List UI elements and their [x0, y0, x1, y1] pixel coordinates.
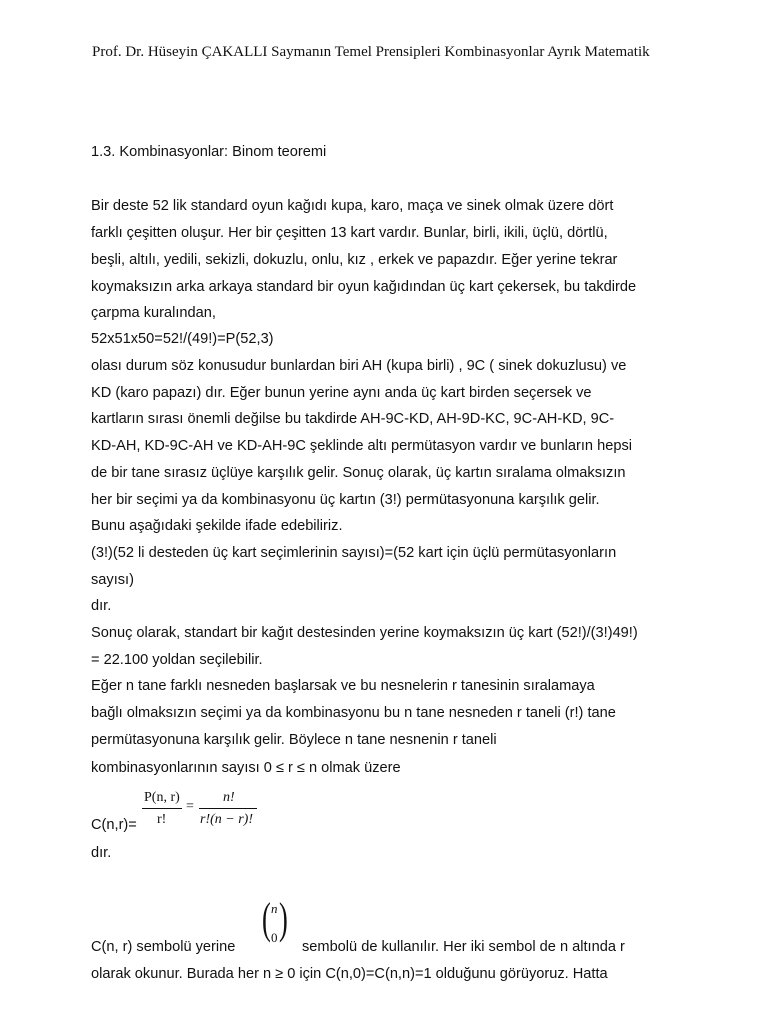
body-line: olası durum söz konusudur bunlardan biri AH (kupa birli) , 9C ( sinek dokuzlusu) ve	[91, 358, 627, 374]
body-line: olarak okunur. Burada her n ≥ 0 için C(n,0)=C(n,n)=1 olduğunu görüyoruz. Hatta	[91, 966, 608, 982]
fraction-bar-2	[199, 808, 257, 809]
fraction-bar-1	[142, 808, 182, 809]
body-line: Eğer n tane farklı nesneden başlarsak ve bu nesnelerin r tanesinin sıralamaya	[91, 678, 595, 694]
body-line: 52x51x50=52!/(49!)=P(52,3)	[91, 331, 274, 347]
body-line: Bunu aşağıdaki şekilde ifade edebiliriz.	[91, 518, 343, 534]
body-line: koymaksızın arka arkaya standard bir oyun kağıdından üç kart çekersek, bu takdirde	[91, 279, 637, 295]
body-line: permütasyonuna karşılık gelir. Böylece n tane nesnenin r taneli	[91, 732, 497, 748]
formula-denominator-2: r!(n − r)!	[200, 812, 253, 827]
formula-denominator-1: r!	[157, 812, 167, 827]
formula-numerator-1: P(n, r)	[144, 790, 180, 805]
body-line: KD-AH, KD-9C-AH ve KD-AH-9C şeklinde altı permütasyon vardır ve bunların hepsi	[91, 438, 632, 454]
binom-top: n	[271, 901, 278, 916]
formula-equals: =	[186, 799, 194, 814]
formula-lhs: C(n,r)=	[91, 817, 137, 833]
symbol-line-right: sembolü de kullanılır. Her iki sembol de n altında r	[302, 939, 625, 955]
symbol-line-left: C(n, r) sembolü yerine	[91, 939, 236, 955]
body-line: dır.	[91, 598, 112, 614]
body-line: bağlı olmaksızın seçimi ya da kombinasyonu bu n tane nesneden r taneli (r!) tane	[91, 705, 616, 721]
body-line: her bir seçimi ya da kombinasyonu üç kartın (3!) permütasyonuna karşılık gelir.	[91, 492, 600, 508]
body-line: de bir tane sırasız üçlüye karşılık gelir. Sonuç olarak, üç kartın sıralama olmaksızın	[91, 465, 626, 481]
body-line: sayısı)	[91, 572, 134, 588]
body-line: beşli, altılı, yedili, sekizli, dokuzlu, onlu, kız , erkek ve papazdır. Eğer yerine tekrar	[91, 252, 618, 268]
body-line: Bir deste 52 lik standard oyun kağıdı kupa, karo, maça ve sinek olmak üzere dört	[91, 198, 614, 214]
formula-numerator-2: n!	[223, 790, 235, 805]
right-paren: )	[279, 894, 288, 943]
body-line: farklı çeşitten oluşur. Her bir çeşitten 13 kart vardır. Bunlar, birli, ikili, üçlü, dörtlü,	[91, 225, 608, 241]
page-header: Prof. Dr. Hüseyin ÇAKALLI Saymanın Temel Prensipleri Kombinasyonlar Ayrık Matematik	[92, 44, 650, 60]
body-line: dır.	[91, 845, 112, 861]
binom-bottom: 0	[271, 930, 278, 945]
body-line: kombinasyonlarının sayısı 0 ≤ r ≤ n olmak üzere	[91, 760, 401, 776]
section-title: 1.3. Kombinasyonlar: Binom teoremi	[91, 144, 327, 160]
body-line: çarpma kuralından,	[91, 305, 216, 321]
body-line: Sonuç olarak, standart bir kağıt destesinden yerine koymaksızın üç kart (52!)/(3!)49!)	[91, 625, 638, 641]
body-line: (3!)(52 li desteden üç kart seçimlerinin sayısı)=(52 kart için üçlü permütasyonların	[91, 545, 617, 561]
body-line: kartların sırası önemli değilse bu takdirde AH-9C-KD, AH-9D-KC, 9C-AH-KD, 9C-	[91, 411, 615, 427]
left-paren: (	[262, 894, 271, 943]
body-line: KD (karo papazı) dır. Eğer bunun yerine aynı anda üç kart birden seçersek ve	[91, 385, 592, 401]
body-line: = 22.100 yoldan seçilebilir.	[91, 652, 263, 668]
